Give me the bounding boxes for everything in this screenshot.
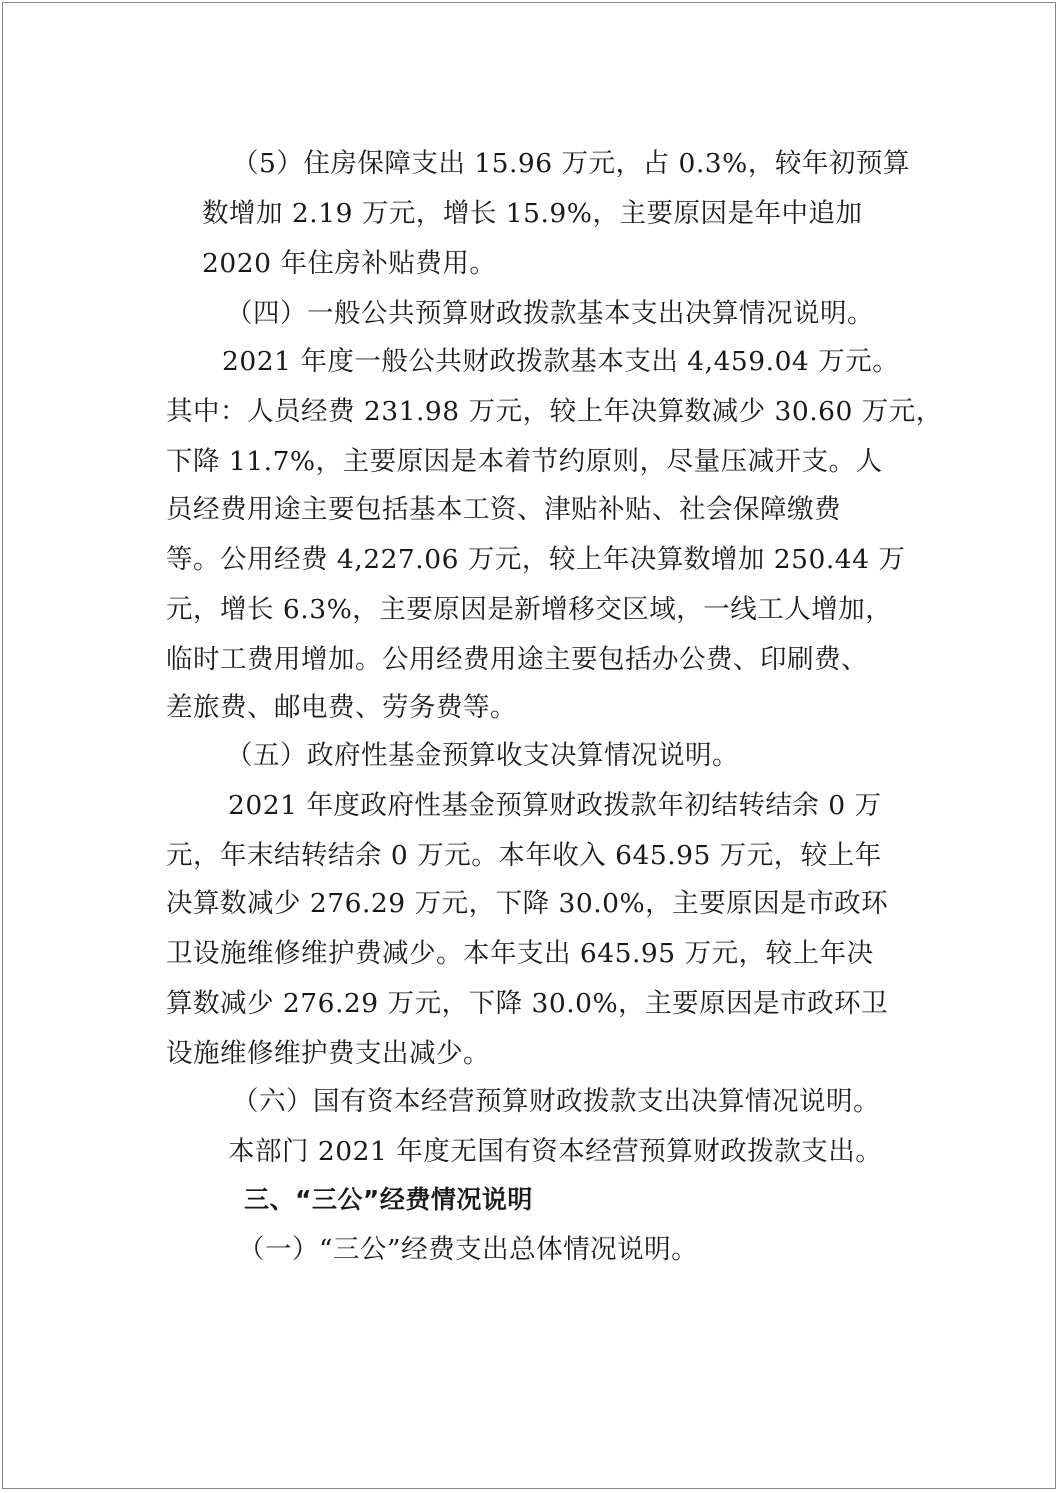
section-heading: （六）国有资本经营预算财政拨款支出决算情况说明。	[232, 1086, 880, 1117]
text-line: 下降 11.7%，主要原因是本着节约原则，尽量压减开支。人	[166, 446, 883, 477]
text-line: 2020 年住房补贴费用。	[202, 248, 497, 279]
text-line: 等。公用经费 4,227.06 万元，较上年决算数增加 250.44 万	[166, 544, 906, 575]
text-line: 差旅费、邮电费、劳务费等。	[166, 692, 517, 723]
text-line: 元，增长 6.3%，主要原因是新增移交区域，一线工人增加，	[166, 594, 893, 625]
text-line: 2021 年度一般公共财政拨款基本支出 4,459.04 万元。	[222, 346, 900, 377]
text-line: （5）住房保障支出 15.96 万元，占 0.3%，较年初预算	[232, 148, 910, 179]
text-line: 卫设施维修维护费减少。本年支出 645.95 万元，较上年决	[166, 938, 874, 969]
text-line: 员经费用途主要包括基本工资、津贴补贴、社会保障缴费	[166, 494, 841, 525]
text-line: 本部门 2021 年度无国有资本经营预算财政拨款支出。	[228, 1136, 883, 1167]
chapter-heading: 三、“三公”经费情况说明	[244, 1185, 533, 1214]
section-heading: （四）一般公共预算财政拨款基本支出决算情况说明。	[226, 298, 874, 329]
text-line: 数增加 2.19 万元，增长 15.9%，主要原因是年中追加	[202, 198, 863, 229]
text-line: 元，年末结转结余 0 万元。本年收入 645.95 万元，较上年	[166, 840, 882, 871]
text-line: 2021 年度政府性基金预算财政拨款年初结转结余 0 万	[228, 790, 882, 821]
text-line: 临时工费用增加。公用经费用途主要包括办公费、印刷费、	[166, 644, 868, 675]
text-line: 决算数减少 276.29 万元，下降 30.0%，主要原因是市政环	[166, 888, 889, 919]
section-heading: （一）“三公”经费支出总体情况说明。	[238, 1234, 699, 1265]
text-line: 其中：人员经费 231.98 万元，较上年决算数减少 30.60 万元，	[166, 396, 943, 427]
text-line: 设施维修维护费支出减少。	[166, 1038, 490, 1069]
section-heading: （五）政府性基金预算收支决算情况说明。	[226, 740, 739, 771]
text-line: 算数减少 276.29 万元，下降 30.0%，主要原因是市政环卫	[166, 988, 889, 1019]
